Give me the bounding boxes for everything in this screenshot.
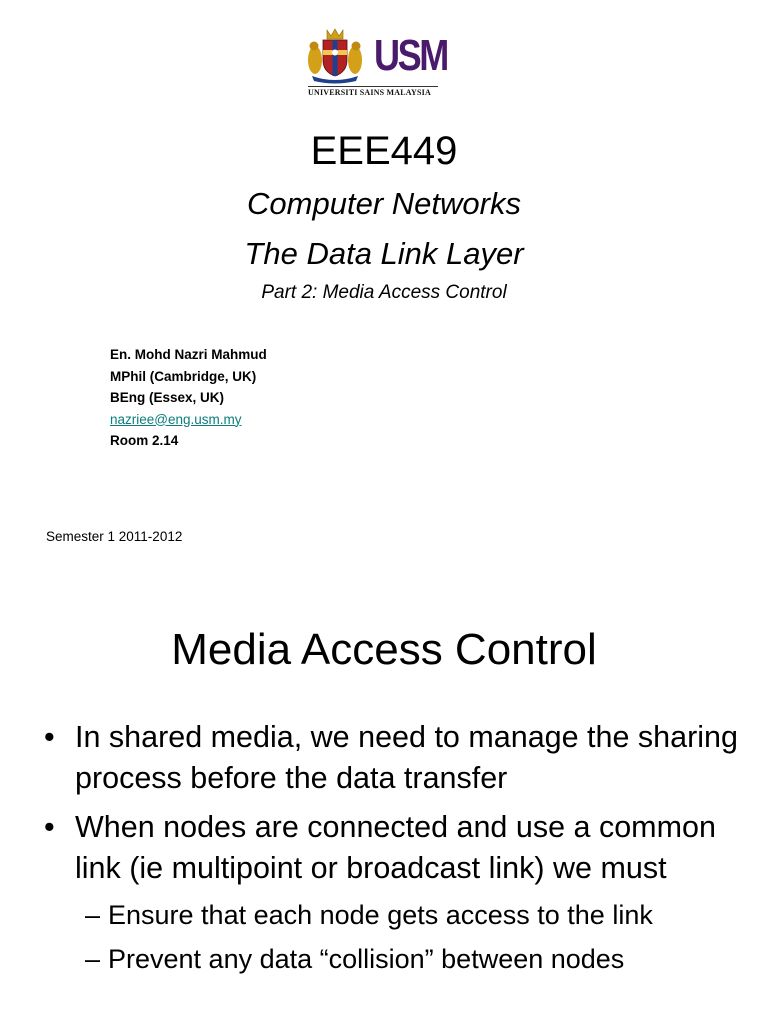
dash-marker: – xyxy=(85,944,101,974)
semester-label: Semester 1 2011-2012 xyxy=(46,529,183,544)
bullet-marker: • xyxy=(44,720,55,754)
bullet-text: When nodes are connected and use a common link (ie multipoint or broadcast link) we must xyxy=(75,810,716,885)
author-block xyxy=(110,344,267,452)
subtitle-course: Computer Networks xyxy=(247,186,521,221)
part-label: Part 2: Media Access Control xyxy=(261,282,507,303)
bullet-list xyxy=(44,717,744,985)
content-slide xyxy=(0,512,768,1024)
author-room: Room 2.14 xyxy=(110,433,179,448)
usm-logo-word: USM xyxy=(374,31,447,80)
author-email-link[interactable]: nazriee@eng.usm.my xyxy=(110,411,242,427)
subtitle-topic: The Data Link Layer xyxy=(244,236,524,271)
author-degree-mphil: MPhil (Cambridge, UK) xyxy=(110,368,257,384)
usm-logo xyxy=(300,22,447,102)
sub-bullet-item xyxy=(85,897,744,933)
logo-caption: UNIVERSITI SAINS MALAYSIA xyxy=(308,88,431,97)
bullet-item xyxy=(44,807,744,889)
dash-marker: – xyxy=(85,900,101,930)
usm-crest-icon xyxy=(306,26,364,84)
slide-title: Media Access Control xyxy=(171,625,597,674)
course-code: EEE449 xyxy=(310,129,458,173)
author-name: En. Mohd Nazri Mahmud xyxy=(110,347,267,362)
author-degree-beng: BEng (Essex, UK) xyxy=(110,390,225,405)
bullet-item xyxy=(44,717,744,799)
sub-bullet-text: Ensure that each node gets access to the link xyxy=(108,900,653,930)
bullet-text: In shared media, we need to manage the sharing process before the data transfer xyxy=(75,720,738,795)
bullet-marker: • xyxy=(44,810,55,844)
sub-bullet-item xyxy=(85,941,744,977)
sub-bullet-text: Prevent any data “collision” between nodes xyxy=(108,944,625,974)
logo-divider xyxy=(308,86,438,87)
